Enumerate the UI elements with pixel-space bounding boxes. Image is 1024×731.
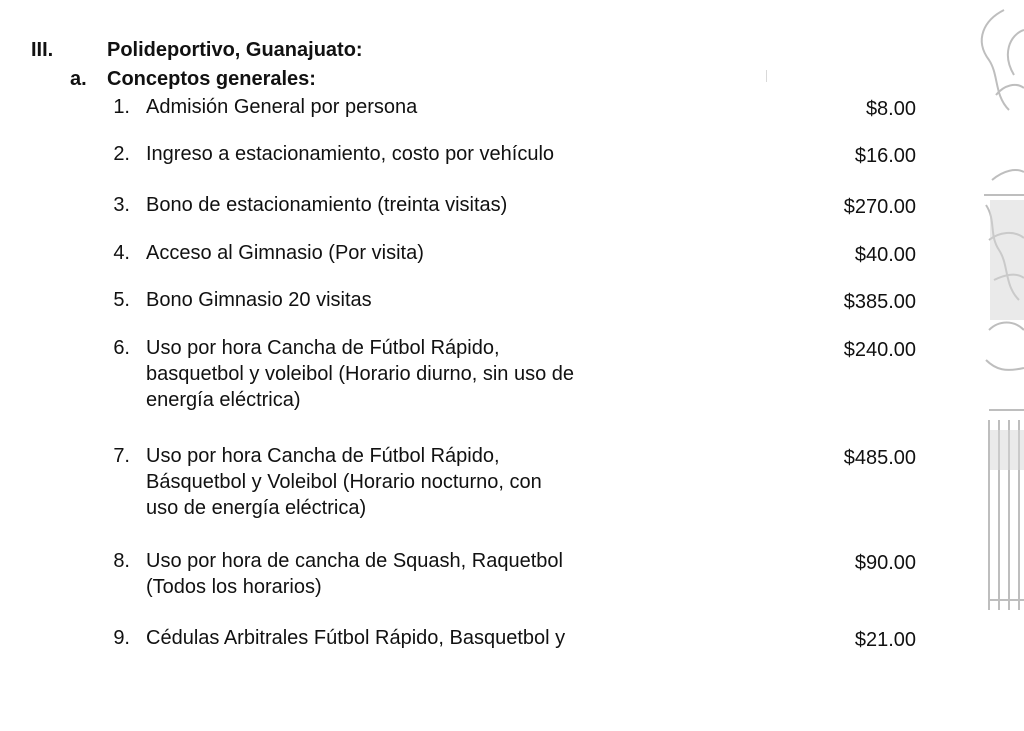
item-number: 3.	[113, 194, 130, 216]
item-description-line: Uso por hora Cancha de Fútbol Rápido,	[146, 445, 500, 467]
item-price: $21.00	[854, 629, 916, 651]
item-description	[146, 94, 676, 120]
item-description	[146, 443, 676, 521]
subsection-title: Conceptos generales:	[107, 68, 316, 90]
section-title: Polideportivo, Guanajuato:	[107, 39, 363, 61]
item-description	[146, 240, 676, 266]
section-roman-numeral: III.	[31, 39, 54, 61]
item-number: 4.	[113, 242, 130, 264]
item-description-line: energía eléctrica)	[146, 389, 301, 411]
item-description-line: (Todos los horarios)	[146, 576, 322, 598]
item-price: $90.00	[854, 552, 916, 574]
municipal-emblem-watermark-icon	[934, 0, 1024, 640]
item-description-line: Ingreso a estacionamiento, costo por vehículo	[146, 143, 555, 165]
item-price: $8.00	[865, 98, 916, 120]
item-price: $385.00	[843, 291, 916, 313]
item-number: 9.	[113, 627, 130, 649]
item-number: 5.	[113, 289, 130, 311]
item-description-line: Bono de estacionamiento (treinta visitas)	[146, 194, 508, 216]
item-description	[146, 548, 676, 600]
item-price: $40.00	[854, 244, 916, 266]
item-price: $270.00	[843, 196, 916, 218]
item-number: 8.	[113, 550, 130, 572]
item-price: $16.00	[854, 145, 916, 167]
item-description	[146, 192, 676, 218]
item-number: 2.	[113, 143, 130, 165]
item-description-line: Cédulas Arbitrales Fútbol Rápido, Basquetbol y	[146, 627, 566, 649]
item-description-line: Admisión General por persona	[146, 96, 418, 118]
item-description-line: uso de energía eléctrica)	[146, 497, 367, 519]
item-description-line: Básquetbol y Voleibol (Horario nocturno, con	[146, 471, 542, 493]
item-description	[146, 141, 676, 167]
item-description	[146, 335, 676, 413]
item-price: $485.00	[843, 447, 916, 469]
subsection-letter: a.	[70, 68, 87, 90]
item-description-line: Uso por hora Cancha de Fútbol Rápido,	[146, 337, 500, 359]
item-price: $240.00	[843, 339, 916, 361]
item-description-line: Acceso al Gimnasio (Por visita)	[146, 242, 424, 264]
item-number: 1.	[113, 96, 130, 118]
item-description-line: Bono Gimnasio 20 visitas	[146, 289, 372, 311]
item-number: 6.	[113, 337, 130, 359]
item-number: 7.	[113, 445, 130, 467]
item-description-line: basquetbol y voleibol (Horario diurno, sin uso de	[146, 363, 575, 385]
item-description	[146, 287, 676, 313]
scan-mark	[766, 70, 767, 82]
item-description	[146, 625, 676, 651]
item-description-line: Uso por hora de cancha de Squash, Raquetbol	[146, 550, 563, 572]
